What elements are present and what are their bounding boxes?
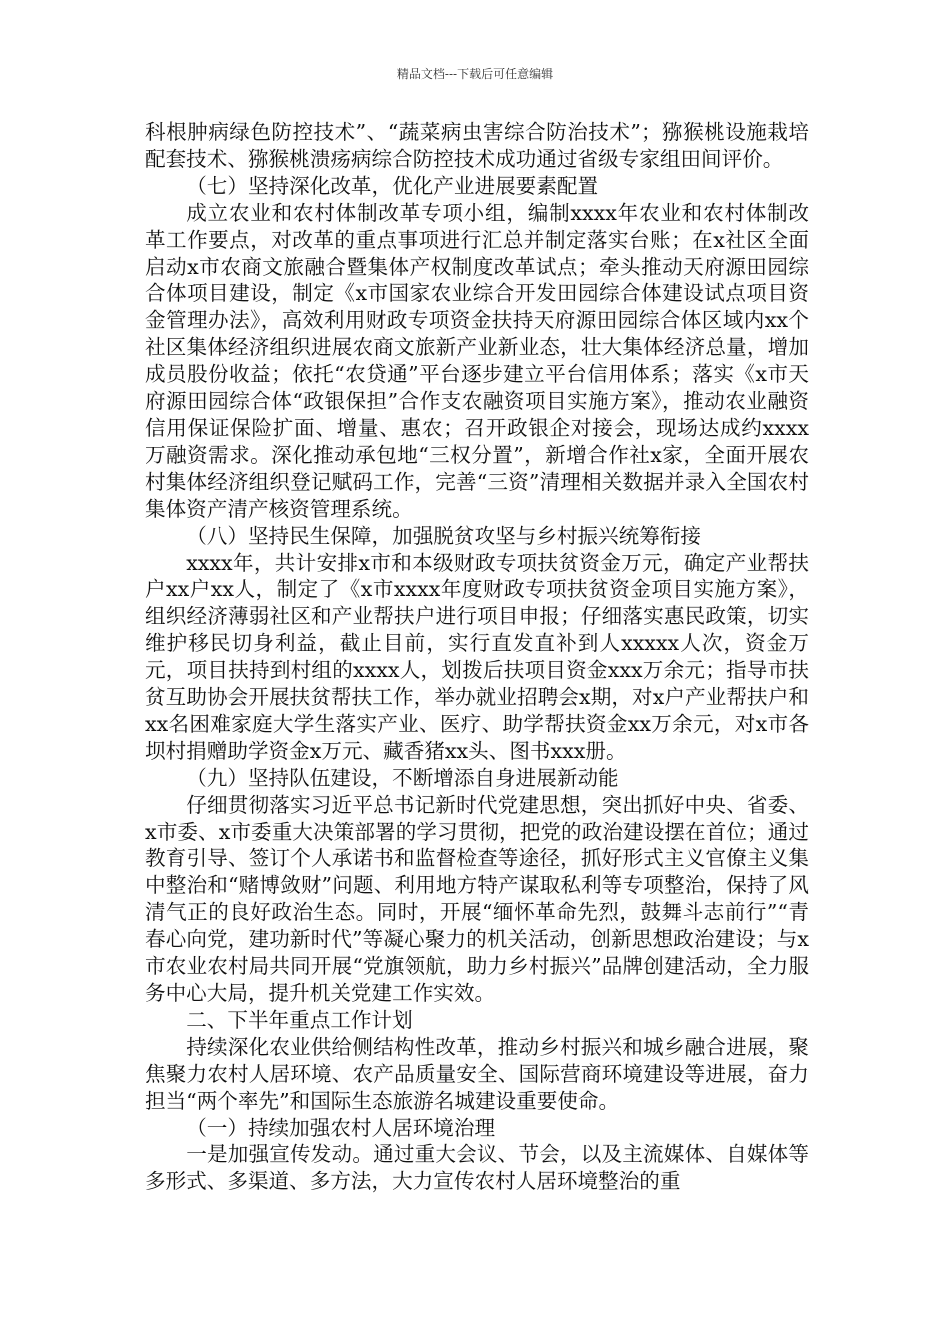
paragraph-plan-intro: 持续深化农业供给侧结构性改革，推动乡村振兴和城乡融合进展，聚焦聚力农村人居环境、农产品质量安全、国际营商环境建设等进展，奋力担当“两个率先”和国际生态旅游名城建设重要使命。 (145, 1034, 809, 1113)
paragraph-poverty: xxxx年，共计安排x市和本级财政专项扶贫资金万元，确定产业帮扶户xx户xx人，制定了《x市xxxx年度财政专项扶贫资金项目实施方案》，组织经济薄弱社区和产业帮扶户进行项目申报；仔细落实惠民政策，切实维护移民切身利益，截止目前，实行直发直补到人xxxxx人次，资金万元，项目扶持到村组的xxxx人，划拨后扶项目资金xxx万余元；指导市扶贫互助协会开展扶贫帮扶工作，举办就业招聘会x期，对x户产业帮扶户和xx名困难家庭大学生落实产业、医疗、助学帮扶资金xx万余元，对x市各坝村捐赠助学资金x万元、藏香猪xx头、图书xxx册。 (145, 550, 809, 763)
document-body (145, 119, 809, 1195)
section-heading-plan-1: （一）持续加强农村人居环境治理 (186, 1115, 496, 1140)
page-header-text: 精品文档---下载后可任意编辑 (396, 67, 554, 81)
section-heading-7: （七）坚持深化改革，优化产业进展要素配置 (186, 173, 599, 198)
paragraph-continuation: 科根肿病绿色防控技术”、“蔬菜病虫害综合防治技术”；猕猴桃设施栽培配套技术、猕猴桃溃疡病综合防控技术成功通过省级专家组田间评价。 (145, 120, 809, 171)
paragraph-publicity: 一是加强宣传发动。通过重大会议、节会，以及主流媒体、自媒体等多形式、多渠道、多方法，大力宣传农村人居环境整治的重 (145, 1142, 809, 1194)
section-heading-plan: 二、下半年重点工作计划 (186, 1007, 413, 1032)
paragraph-reform: 成立农业和农村体制改革专项小组，编制xxxx年农业和农村体制改革工作要点，对改革的重点事项进行汇总并制定落实台账；在x社区全面启动x市农商文旅融合暨集体产权制度改革试点；牵头推动天府源田园综合体项目建设，制定《x市国家农业综合开发田园综合体建设试点项目资金管理办法》，高效利用财政专项资金扶持天府源田园综合体区域内xx个社区集体经济组织进展农商文旅新产业新业态，壮大集体经济总量，增加成员股份收益；依托“农贷通”平台逐步建立平台信用体系；落实《x市天府源田园综合体“政银保担”合作支农融资项目实施方案》，推动农业融资信用保证保险扩面、增量、惠农；召开政银企对接会，现场达成约xxxx万融资需求。深化推动承包地“三权分置”，新增合作社x家，全面开展农村集体经济组织登记赋码工作，完善“三资”清理相关数据并录入全国农村集体资产清产核资管理系统。 (145, 200, 809, 521)
section-heading-8: （八）坚持民生保障，加强脱贫攻坚与乡村振兴统筹衔接 (186, 523, 702, 548)
paragraph-team-building: 仔细贯彻落实习近平总书记新时代党建思想，突出抓好中央、省委、x市委、x市委重大决策部署的学习贯彻，把党的政治建设摆在首位；通过教育引导、签订个人承诺书和监督检查等途径，抓好形式主义官僚主义集中整治和“赌博敛财”问题、利用地方特产谋取私利等专项整治，保持了风清气正的良好政治生态。同时，开展“缅怀革命先烈，鼓舞斗志前行”“青春心向党，建功新时代”等凝心聚力的机关活动，创新思想政治建设；与x市农业农村局共同开展“党旗领航，助力乡村振兴”品牌创建活动，全力服务中心大局，提升机关党建工作实效。 (145, 792, 809, 1005)
page-header (0, 66, 950, 82)
section-heading-9: （九）坚持队伍建设，不断增添自身进展新动能 (186, 765, 619, 790)
